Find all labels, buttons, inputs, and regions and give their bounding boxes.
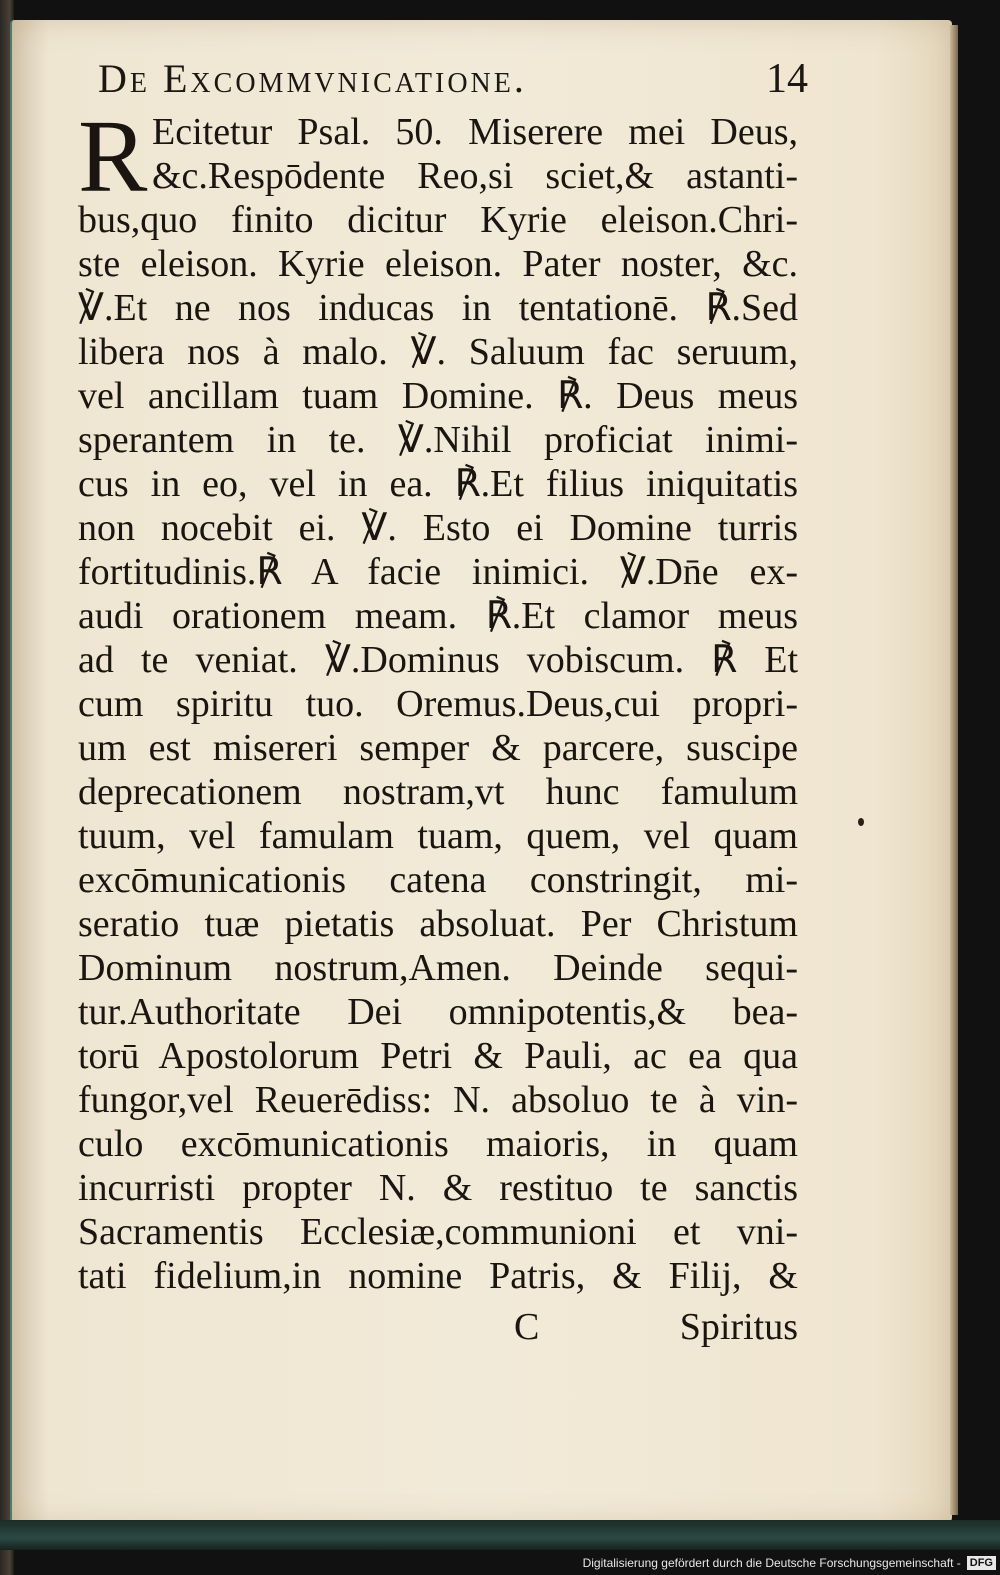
text-line: cum spiritu tuo. Oremus.Deus,cui propri- <box>78 683 798 725</box>
text-line: non nocebit ei. ℣. Esto ei Domine turris <box>78 507 798 549</box>
text-line: cus in eo, vel in ea. ℟.Et filius iniquitatis <box>78 463 798 505</box>
text-line: excōmunicationis catena constringit, mi- <box>78 859 798 901</box>
page-foot <box>78 1305 798 1349</box>
text-line: seratio tuæ pietatis absoluat. Per Christum <box>78 903 798 945</box>
text-line: incurristi propter N. & restituo te sanctis <box>78 1167 798 1209</box>
running-head <box>98 55 808 105</box>
text-line: fungor,vel Reuerēdiss: N. absoluo te à vin- <box>78 1079 798 1121</box>
text-line: Dominum nostrum,Amen. Deinde sequi- <box>78 947 798 989</box>
body-text <box>78 99 798 1298</box>
text-line: um est misereri semper & parcere, suscipe <box>78 727 798 769</box>
page-edge <box>950 25 958 1515</box>
text-line: fortitudinis.℟ A facie inimici. ℣.Dn̄e ex- <box>78 551 798 593</box>
text-line: culo excōmunicationis maioris, in quam <box>78 1123 798 1165</box>
dfg-logo: DFG <box>967 1556 996 1570</box>
page-number: 14 <box>766 56 808 102</box>
text-line: Sacramentis Ecclesiæ,communioni et vni- <box>78 1211 798 1253</box>
text-line: audi orationem meam. ℟.Et clamor meus <box>78 595 798 637</box>
text-line: ℣.Et ne nos inducas in tentationē. ℟.Sed <box>78 287 798 329</box>
scan-bottom-strip <box>0 1520 1000 1550</box>
text-line: vel ancillam tuam Domine. ℟. Deus meus <box>78 375 798 417</box>
text-line: &c.Respōdente Reo,si sciet,& astanti- <box>152 155 798 197</box>
ink-speck <box>858 818 864 826</box>
text-line: torū Apostolorum Petri & Pauli, ac ea qua <box>78 1035 798 1077</box>
digitization-footer <box>583 1553 996 1573</box>
drop-capital: R <box>78 99 148 214</box>
signature-mark: C <box>514 1306 540 1348</box>
catchword: Spiritus <box>679 1306 798 1348</box>
footer-text: Digitalisierung gefördert durch die Deutsche Forschungsgemeinschaft - <box>582 1556 961 1570</box>
text-line: tur.Authoritate Dei omnipotentis,& bea- <box>78 991 798 1033</box>
text-line: tati fidelium,in nomine Patris, & Filij, & <box>78 1255 798 1297</box>
text-line: deprecationem nostram,vt hunc famulum <box>78 771 798 813</box>
text-line: tuum, vel famulam tuam, quem, vel quam <box>78 815 798 857</box>
running-head-title: De Excommvnicatione. <box>98 56 527 101</box>
text-line: sperantem in te. ℣.Nihil proficiat inimi- <box>78 419 798 461</box>
text-line: libera nos à malo. ℣. Saluum fac seruum, <box>78 331 798 373</box>
text-line: Ecitetur Psal. 50. Miserere mei Deus, <box>152 111 798 153</box>
text-line: ste eleison. Kyrie eleison. Pater noster, &c. <box>78 243 798 285</box>
text-line: bus,quo finito dicitur Kyrie eleison.Chri- <box>78 199 798 241</box>
text-line: ad te veniat. ℣.Dominus vobiscum. ℟ Et <box>78 639 798 681</box>
